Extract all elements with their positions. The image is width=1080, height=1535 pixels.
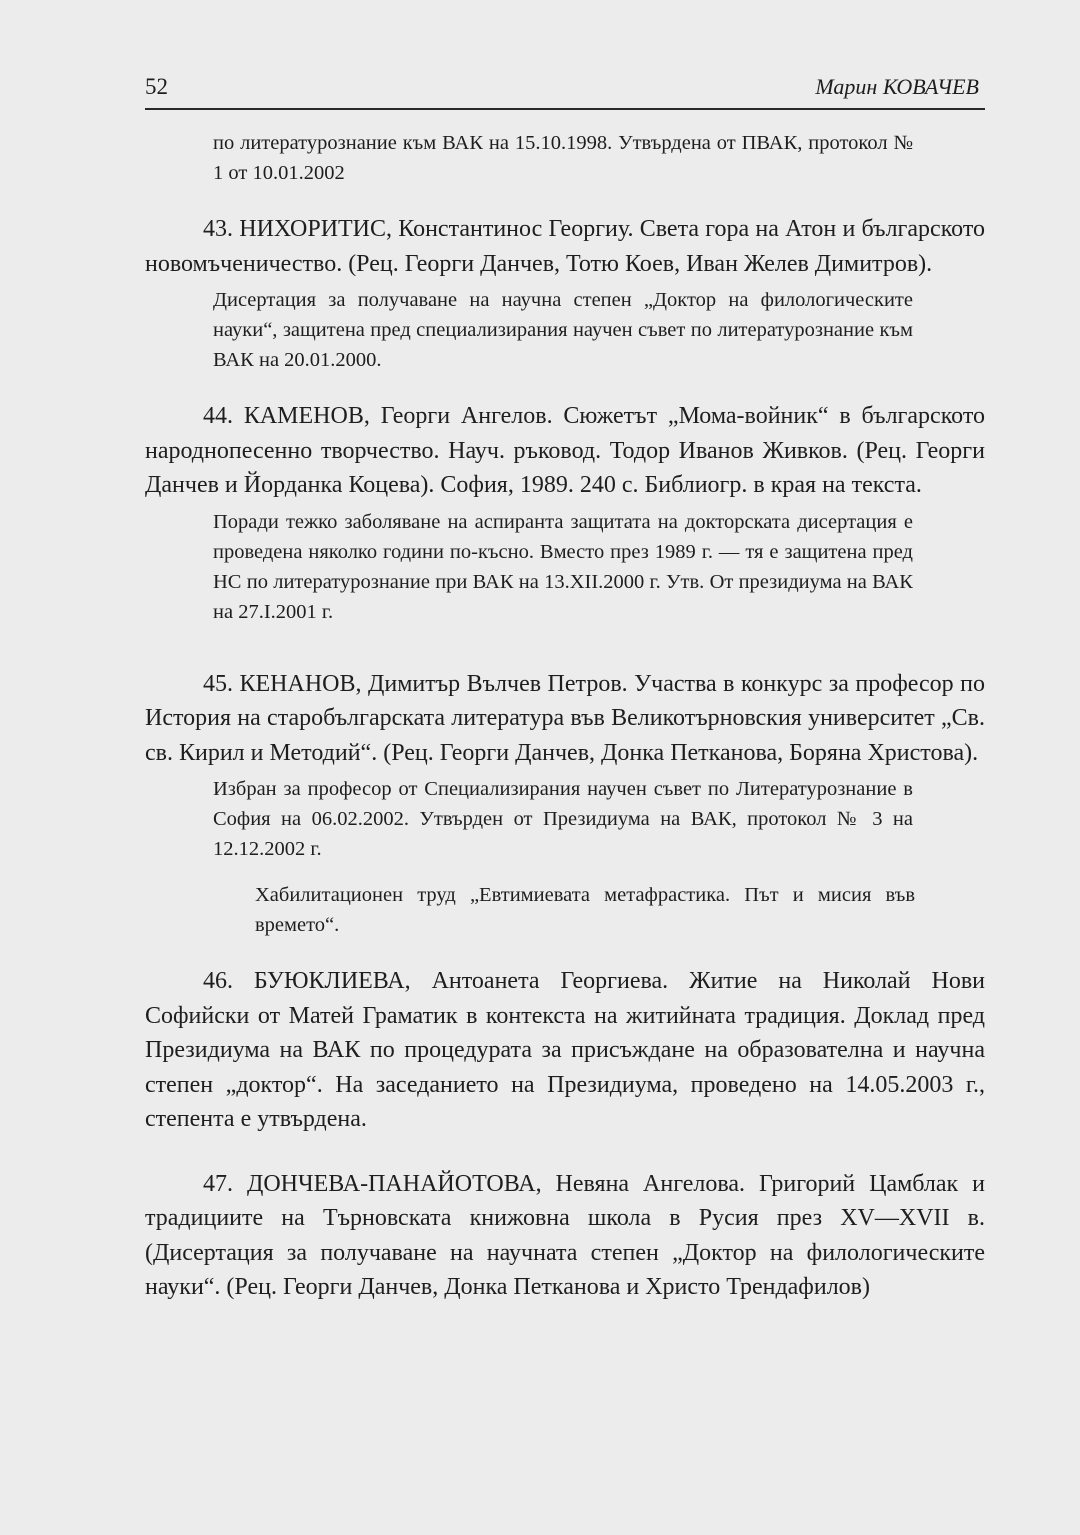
entry-43-note: Дисертация за получаване на научна степен „Доктор на филологическите науки“, защитена пред специализирания научен съвет по литературознание към ВАК на 20.01.2000. <box>213 289 913 371</box>
entry-47: 47. ДОНЧЕВА-ПАНАЙОТОВА, Невяна Ангелова. Григорий Цамблак и традициите на Търновската книжовна школа в Русия през XV—XVII в. (Дисертация за получаване на научната степен „Доктор на филологическите науки“. (Рец. Георги Данчев, Донка Петканова и Христо Трендафилов) <box>145 1170 985 1300</box>
entry-46: 46. БУЮКЛИЕВА, Антоанета Георгиева. Житие на Николай Нови Софийски от Матей Граматик в контекста на житийната традиция. Доклад пред Президиума на ВАК по процедурата за присъждане на образователна и научна степен „доктор“. На заседанието на Президиума, проведено на 14.05.2003 г., степента е утвърдена. <box>145 968 985 1132</box>
entry-43: 43. НИХОРИТИС, Константинос Георгиу. Света гора на Атон и българското новомъченичество. (Рец. Георги Данчев, Тотю Коев, Иван Желев Димитров). <box>145 216 985 277</box>
continuation-note: по литературознание към ВАК на 15.10.1998. Утвърдена от ПВАК, протокол № 1 от 10.01.2002 <box>213 132 913 184</box>
page-header <box>145 74 985 110</box>
entry-44-note: Поради тежко заболяване на аспиранта защитата на докторската дисертация е проведена няколко години по-късно. Вместо през 1989 г. — тя е защитена пред НС по литературознание при ВАК на 13.XII.2000 г. Утв. От президиума на ВАК на 27.I.2001 г. <box>213 510 913 623</box>
entry-45: 45. КЕНАНОВ, Димитър Вълчев Петров. Участва в конкурс за професор по История на старобългарската литература във Великотърновския университет „Св. св. Кирил и Методий“. (Рец. Георги Данчев, Донка Петканова, Боряна Христова). <box>145 670 985 766</box>
entry-44: 44. КАМЕНОВ, Георги Ангелов. Сюжетът „Мома-войник“ в българското народнопесенно творчество. Науч. ръковод. Тодор Иванов Живков. (Рец. Георги Данчев и Йорданка Коцева). София, 1989. 240 с. Библиогр. в края на текста. <box>145 403 985 498</box>
entry-45-note-2: Хабилитационен труд „Евтимиевата метафрастика. Път и мисия във времето“. <box>255 884 915 936</box>
page-number: 52 <box>145 74 168 99</box>
entry-45-note-1: Избран за професор от Специализирания научен съвет по Литературознание в София на 06.02.2002. Утвърден от Президиума на ВАК, протокол № 3 на 12.12.2002 г. <box>213 778 913 860</box>
page-body <box>145 128 985 1305</box>
running-head: Марин КОВАЧЕВ <box>815 74 979 99</box>
